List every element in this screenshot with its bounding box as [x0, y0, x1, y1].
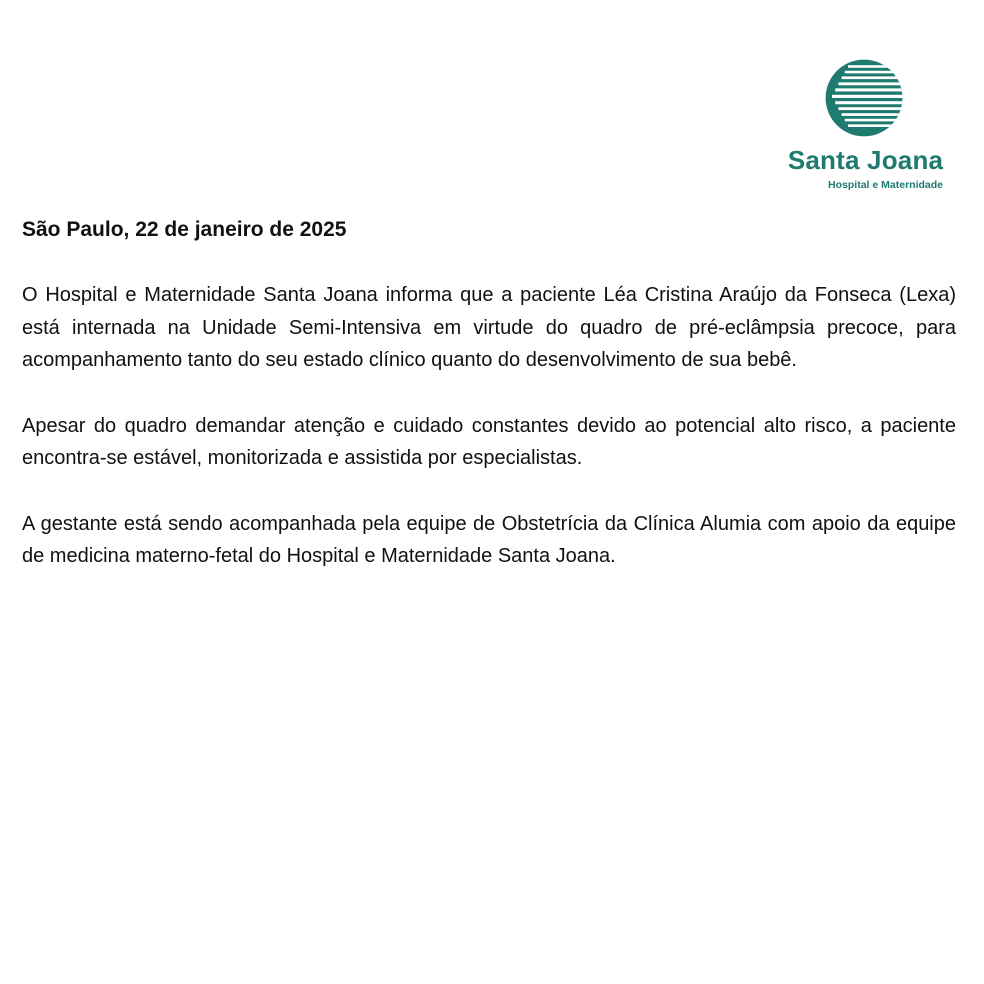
paragraph-2: Apesar do quadro demandar atenção e cuidado constantes devido ao potencial alto risco, a paciente encontra-se estável, monitorizada e assistida por especialistas. — [22, 414, 956, 469]
santa-joana-globe-icon — [824, 58, 904, 138]
logo-subtitle: Hospital e Maternidade — [828, 179, 943, 191]
hospital-logo — [778, 56, 953, 196]
date-line: São Paulo, 22 de janeiro de 2025 — [22, 218, 347, 241]
logo-name: Santa Joana — [787, 145, 944, 175]
letter-body — [22, 214, 956, 606]
paragraph-1: O Hospital e Maternidade Santa Joana informa que a paciente Léa Cristina Araújo da Fonseca (Lexa) está internada na Unidade Semi-Intensiva em virtude do quadro de pré-eclâmpsia precoce, para acompanhamento tanto do seu estado clínico quanto do desenvolvimento de sua bebê. — [22, 284, 956, 371]
paragraph-3: A gestante está sendo acompanhada pela equipe de Obstetrícia da Clínica Alumia com apoio da equipe de medicina materno-fetal do Hospital e Maternidade Santa Joana. — [22, 512, 956, 567]
